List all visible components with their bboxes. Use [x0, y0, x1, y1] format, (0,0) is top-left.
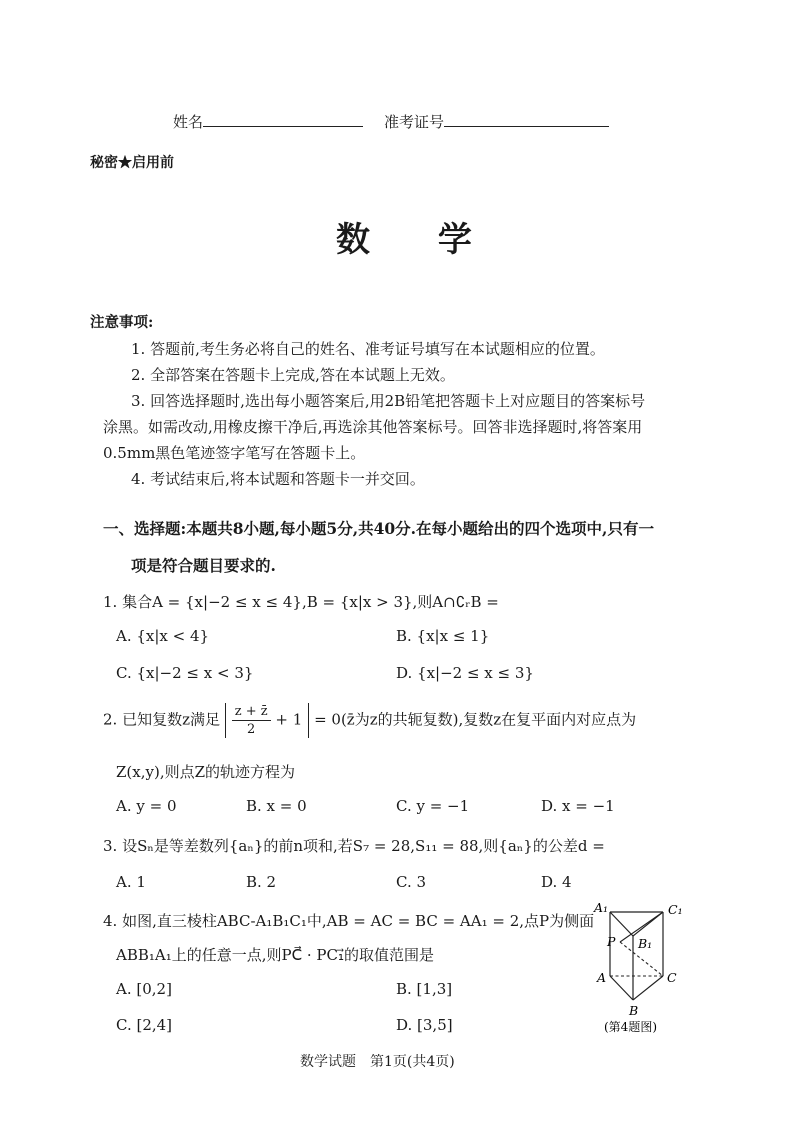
- label-a: A: [597, 970, 607, 985]
- notice-item: 2. 全部答案在答题卡上完成,答在本试题上无效。: [131, 366, 455, 384]
- section-heading-cont: 项是符合题目要求的.: [131, 556, 276, 575]
- name-label: 姓名: [173, 113, 204, 131]
- q2-option-c: C. y = −1: [396, 797, 470, 815]
- edge-bc: [633, 976, 663, 1000]
- q2-fraction: [232, 703, 271, 738]
- notice-item: 4. 考试结束后,将本试题和答题卡一并交回。: [131, 470, 425, 488]
- q2-option-d: D. x = −1: [541, 797, 615, 815]
- q3-option-c: C. 3: [396, 873, 427, 891]
- q2-option-a: A. y = 0: [116, 797, 177, 815]
- section-heading: 一、选择题:本题共8小题,每小题5分,共40分.在每小题给出的四个选项中,只有一: [103, 519, 654, 538]
- question-4-stem-line2: ABB₁A₁上的任意一点,则PC⃗ · PC₁⃗的取值范围是: [116, 946, 434, 964]
- label-c1: C₁: [668, 902, 683, 917]
- q4-option-a: A. [0,2]: [116, 980, 172, 998]
- q2-stem-post: = 0(z̄为z的共轭复数),复数z在复平面内对应点为: [314, 710, 637, 729]
- label-a1: A₁: [594, 900, 609, 915]
- question-1-stem: 1. 集合A = {x|−2 ≤ x ≤ 4},B = {x|x > 3},则A∩∁ᵣB =: [103, 593, 499, 611]
- edge-a1b1: [610, 912, 633, 936]
- q2-abs-tail: + 1: [275, 710, 303, 729]
- label-p: P: [607, 934, 616, 949]
- page-title: 数 学: [336, 220, 500, 260]
- q1-option-a: A. {x|x < 4}: [116, 627, 210, 645]
- id-blank: [444, 110, 609, 127]
- q1-option-c: C. {x|−2 ≤ x < 3}: [116, 664, 254, 682]
- q2-option-b: B. x = 0: [246, 797, 307, 815]
- name-blank: [203, 110, 363, 127]
- q1-option-d: D. {x|−2 ≤ x ≤ 3}: [396, 664, 534, 682]
- edge-ab: [610, 976, 633, 1000]
- q2-stem-pre: 2. 已知复数z满足: [103, 710, 220, 729]
- question-3-stem: 3. 设Sₙ是等差数列{aₙ}的前n项和,若S₇ = 28,S₁₁ = 88,则{aₙ}的公差d =: [103, 837, 605, 855]
- q3-option-a: A. 1: [116, 873, 146, 891]
- notice-item: 涂黑。如需改动,用橡皮擦干净后,再选涂其他答案标号。回答非选择题时,将答案用: [103, 418, 643, 436]
- page-footer: 数学试题 第1页(共4页): [300, 1054, 455, 1070]
- q2-stem-line2: Z(x,y),则点Z的轨迹方程为: [116, 763, 296, 781]
- q4-option-c: C. [2,4]: [116, 1016, 173, 1034]
- q4-option-b: B. [1,3]: [396, 980, 453, 998]
- q3-option-d: D. 4: [541, 873, 572, 891]
- label-b1: B₁: [638, 936, 653, 951]
- notice-item: 0.5mm黑色笔迹签字笔写在答题卡上。: [103, 444, 366, 462]
- name-field-row: [173, 110, 363, 132]
- q4-option-d: D. [3,5]: [396, 1016, 453, 1034]
- figure-caption: (第4题图): [604, 1020, 657, 1034]
- q2-abs-expression: [225, 703, 310, 738]
- label-b: B: [629, 1003, 639, 1018]
- notice-item: 1. 答题前,考生务必将自己的姓名、准考证号填写在本试题相应的位置。: [131, 340, 605, 358]
- label-c: C: [667, 970, 677, 985]
- q2-frac-den: 2: [247, 722, 256, 737]
- q1-option-b: B. {x|x ≤ 1}: [396, 627, 490, 645]
- id-label: 准考证号: [384, 113, 445, 131]
- prism-figure: [588, 898, 693, 1038]
- question-2-stem: [103, 703, 636, 738]
- notice-item: 3. 回答选择题时,选出每小题答案后,用2B铅笔把答题卡上对应题目的答案标号: [131, 392, 646, 410]
- q2-frac-num: z + z̄: [232, 703, 271, 721]
- question-4-stem: 4. 如图,直三棱柱ABC-A₁B₁C₁中,AB = AC = BC = AA₁ = 2,点P为侧面: [103, 912, 595, 930]
- q3-option-b: B. 2: [246, 873, 277, 891]
- notice-heading: 注意事项:: [90, 314, 154, 331]
- secret-mark: 秘密★启用前: [90, 155, 174, 171]
- id-field-row: [384, 110, 609, 132]
